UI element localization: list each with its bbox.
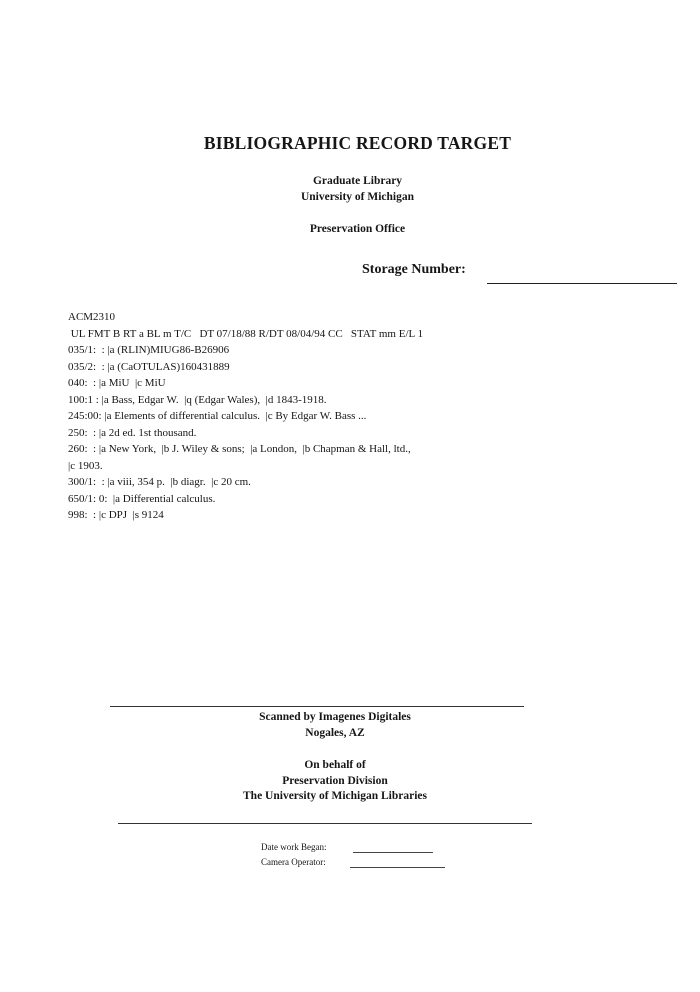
storage-number-label: Storage Number:: [362, 262, 466, 277]
scanned-by: Scanned by Imagenes Digitales: [259, 711, 411, 723]
record-line: 300/1: : |a viii, 354 p. |b diagr. |c 20 cm.: [68, 476, 251, 488]
record-line: 245:00: |a Elements of differential calculus. |c By Edgar W. Bass ...: [68, 410, 367, 422]
record-line: 650/1: 0: |a Differential calculus.: [68, 492, 216, 505]
record-line: 035/2: : |a (CaOTULAS)160431889: [68, 360, 230, 373]
record-line: UL FMT B RT a BL m T/C DT 07/18/88 R/DT 08/04/94 CC STAT mm E/L 1: [68, 327, 424, 340]
scanner-location: Nogales, AZ: [305, 726, 365, 739]
record-line: 260: : |a New York, |b J. Wiley & sons; |a London, |b Chapman & Hall, ltd.,: [68, 443, 411, 455]
record-line: 035/1: : |a (RLIN)MIUG86-B26906: [68, 344, 230, 356]
catalog-record: [68, 309, 628, 524]
behalf-info: [0, 758, 670, 805]
scanner-info: [0, 710, 670, 741]
page-title: BIBLIOGRAPHIC RECORD TARGET: [203, 133, 512, 153]
camera-operator-label: Camera Operator:: [261, 857, 326, 867]
division-name: Preservation Division: [282, 774, 388, 787]
date-work-began-line: [353, 852, 433, 853]
library-name: Graduate Library: [312, 175, 403, 187]
record-line: 250: : |a 2d ed. 1st thousand.: [68, 426, 197, 439]
record-line: 100:1 : |a Bass, Edgar W. |q (Edgar Wales), |d 1843-1918.: [68, 393, 327, 406]
office-name: Preservation Office: [309, 223, 406, 235]
camera-operator-line: [350, 867, 445, 868]
on-behalf-of: On behalf of: [304, 759, 366, 771]
record-line: 040: : |a MiU |c MiU: [68, 377, 166, 389]
date-work-began-label: Date work Began:: [261, 842, 327, 852]
university-name: University of Michigan: [300, 191, 415, 203]
libraries-name: The University of Michigan Libraries: [243, 790, 427, 802]
storage-number-line: [487, 283, 677, 284]
footer-bottom-divider: [118, 823, 532, 824]
record-line: ACM2310: [68, 311, 116, 323]
record-line: 998: : |c DPJ |s 9124: [68, 509, 164, 521]
record-line: |c 1903.: [68, 459, 103, 472]
footer-top-divider: [110, 706, 524, 707]
